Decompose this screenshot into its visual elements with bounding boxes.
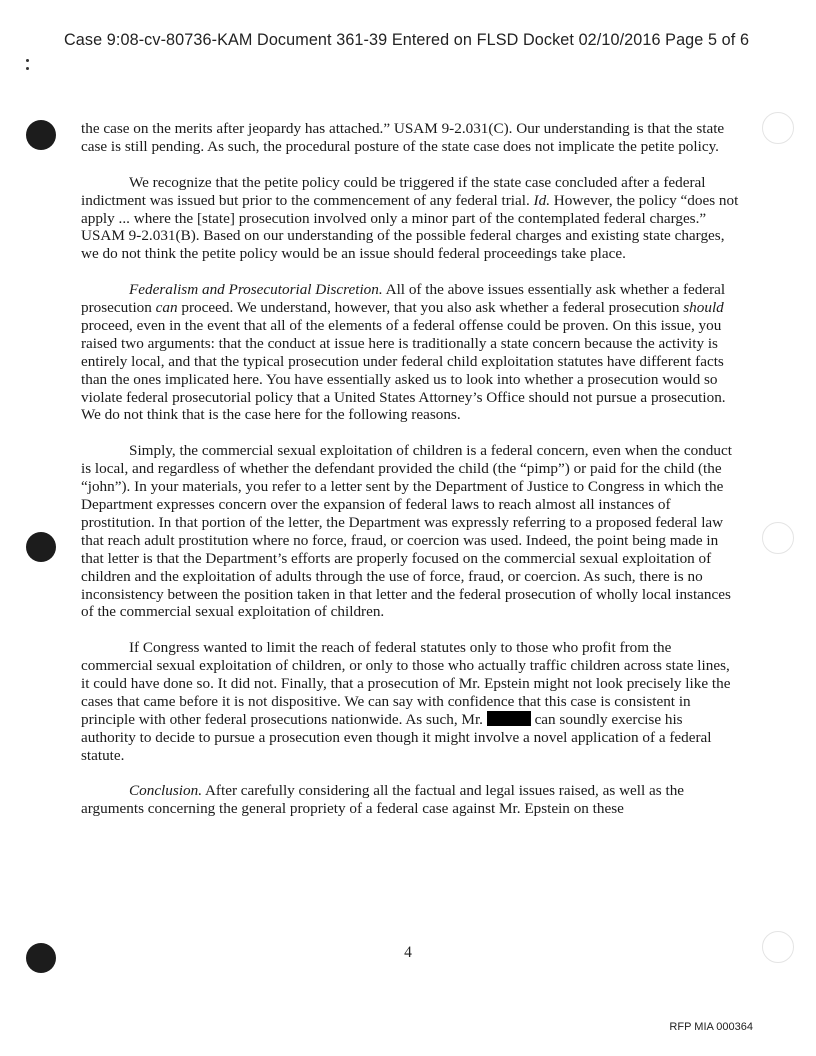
speck-mark — [26, 59, 29, 62]
paragraph-federal-concern: Simply, the commercial sexual exploitation of children is a federal concern, even when the conduct is local, and regardless of whether the defendant provided the child (the “pimp”) or paid for the child (the “john”). In your materials, you refer to a letter sent by the Department of Justice to Congress in which the Department expresses concern over the expansion of federal laws to reach almost all instances of prostitution. In that portion of the letter, the Department was expressly referring to a proposed federal law that reach adult prostitution where no force, fraud, or coercion was used. Indeed, the point being made in that letter is that the Department’s efforts are properly focused on the commercial sexual exploitation of children and the exploitation of adults through the use of force, fraud, or coercion. As such, there is no inconsistency between the position taken in that letter and the federal prosecution of wholly local instances of the commercial sexual exploitation of children. — [81, 442, 732, 621]
redaction-box — [487, 711, 531, 726]
section-heading-conclusion: Conclusion. — [129, 782, 202, 800]
punch-hole-top — [26, 120, 56, 150]
bates-number: RFP MIA 000364 — [669, 1021, 753, 1033]
paragraph-conclusion: Conclusion. After carefully considering all the factual and legal issues raised, as well as the arguments concerning the general propriety of a federal case against Mr. Epstein on these — [81, 782, 685, 818]
punch-hole-middle — [26, 532, 56, 562]
section-heading-federalism: Federalism and Prosecutorial Discretion. — [129, 281, 383, 299]
bleed-through-hole-middle — [762, 522, 794, 554]
paragraph-petite-policy-trigger: We recognize that the petite policy could be triggered if the state case concluded after a federal indictment was issued but prior to the commencement of any federal trial. Id. However, the policy “does not apply ... where the [state] prosecution involved only a minor part of the contemplated federal charges.” USAM 9-2.031(B). Based on our understanding of the possible federal charges and existing state charges, we do not think the petite policy would be an issue should federal proceedings take place. — [81, 173, 739, 263]
paragraph-federalism: Federalism and Prosecutorial Discretion. All of the above issues essentially ask whether a federal prosecution can proceed. We understand, however, that you also ask whether a federal prosecution should proceed, even in the event that all of the elements of a federal offense could be proven. On this issue, you raised two arguments: that the conduct at issue here is traditionally a state concern because the activity is entirely local, and that the typical prosecution under federal child exploitation statutes have different facts than the ones implicated here. You have essentially asked us to look into whether a prosecution would so violate federal prosecutorial policy that a United States Attorney’s Office should not pursue a prosecution. We do not think that is the case here for the following reasons. — [81, 281, 726, 424]
paragraph-petite-policy-end: the case on the merits after jeopardy has attached.” USAM 9-2.031(C). Our understanding is that the state case is still pending. As such, the procedural posture of the state case does not implicate the petite policy. — [81, 120, 725, 155]
bleed-through-hole-top — [762, 112, 794, 144]
letter-body — [81, 120, 741, 836]
paragraph-congress: If Congress wanted to limit the reach of federal statutes only to those who profit from the commercial sexual exploitation of children, or only to those who actually traffic children across state lines, it could have done so. It did not. Finally, that a prosecution of Mr. Epstein might not look precisely like the cases that came before it is not dispositive. We can say with confidence that this case is consistent in principle with other federal prosecutions nationwide. As such, Mr. can soundly exercise his authority to decide to pursue a prosecution even though it might involve a novel application of a federal statute. — [81, 639, 731, 764]
docket-header: Case 9:08-cv-80736-KAM Document 361-39 Entered on FLSD Docket 02/10/2016 Page 5 of 6 — [64, 31, 750, 49]
page-number: 4 — [404, 944, 412, 961]
speck-mark — [26, 67, 29, 70]
